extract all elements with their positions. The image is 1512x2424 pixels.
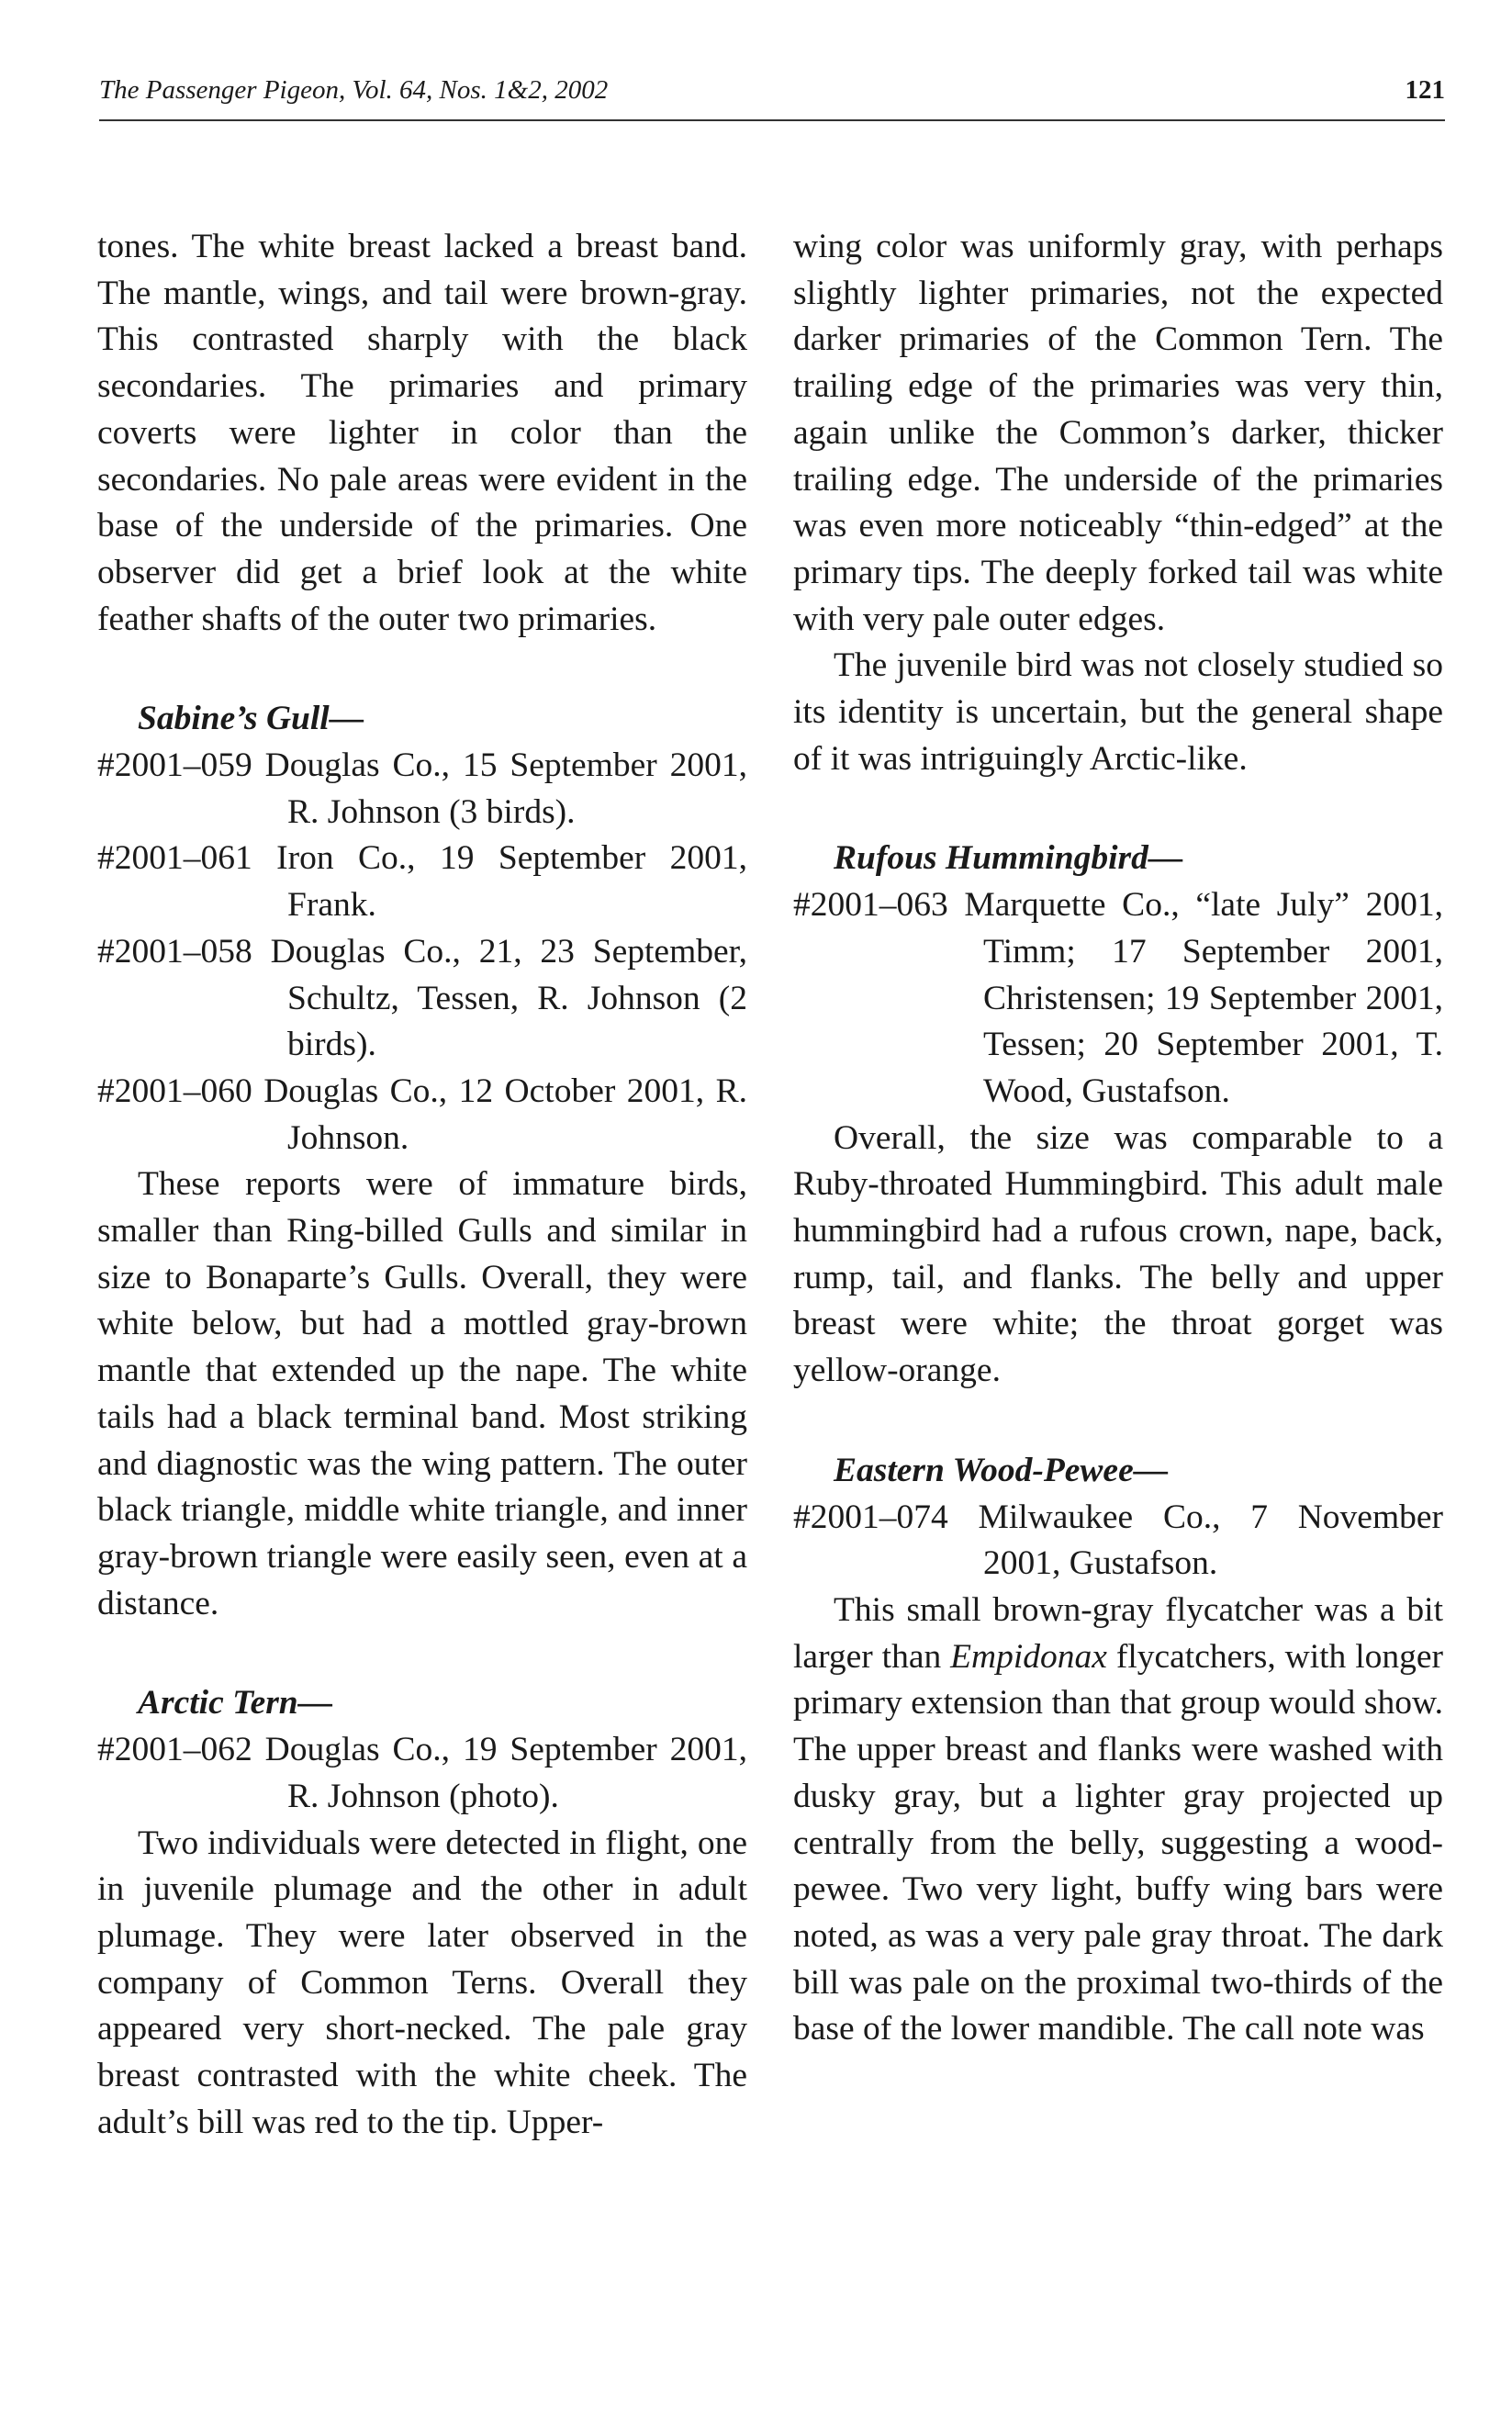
juvenile-paragraph: The juvenile bird was not closely studied so its identity is uncertain, but the general shape of it was intriguingly Arctic-like. <box>793 646 1443 778</box>
species-heading-sabines-gull: Sabine’s Gull— <box>138 700 364 738</box>
running-header <box>99 75 1445 121</box>
record-entry: #2001–060 Douglas Co., 12 October 2001, R. Johnson. <box>97 1072 747 1157</box>
genus-name: Empidonax <box>950 1637 1107 1676</box>
eastern-wood-pewee-description <box>793 1588 1443 2053</box>
species-heading-rufous-hummingbird: Rufous Hummingbird— <box>834 839 1183 878</box>
record-entry: #2001–058 Douglas Co., 21, 23 September, Schultz, Tessen, R. Johnson (2 birds). <box>97 932 747 1064</box>
page-number: 121 <box>1405 75 1445 105</box>
right-column <box>793 224 1443 2053</box>
intro-paragraph: tones. The white breast lacked a breast band. The mantle, wings, and tail were brown-gray. This contrasted sharply with the black secondaries. The primaries and primary coverts were lighter in color than the secondaries. No pale areas were evident in the base of the underside of the primaries. One observer did get a brief look at the white feather shafts of the outer two primaries. <box>97 228 747 638</box>
record-entry: #2001–063 Marquette Co., “late July” 2001, Timm; 17 September 2001, Christensen; 19 September 2001, Tessen; 20 September 2001, T. Wood, Gustafson. <box>793 886 1443 1110</box>
species-heading-eastern-wood-pewee: Eastern Wood-Pewee— <box>834 1451 1169 1489</box>
record-entry: #2001–062 Douglas Co., 19 September 2001, R. Johnson (photo). <box>97 1731 747 1815</box>
left-column <box>97 224 747 2146</box>
rufous-hummingbird-description: Overall, the size was comparable to a Ruby-throated Hummingbird. This adult male hummingbird had a rufous crown, nape, back, rump, tail, and flanks. The belly and upper breast were white; the throat gorget was yellow-orange. <box>793 1118 1443 1390</box>
arctic-tern-description: Two individuals were detected in flight, one in juvenile plumage and the other in adult plumage. They were later observed in the company of Common Terns. Overall they appeared very short-necked. The pale gray breast contrasted with the white cheek. The adult’s bill was red to the tip. Upper- <box>97 1824 747 2141</box>
species-heading-arctic-tern: Arctic Tern— <box>138 1684 333 1723</box>
record-entry: #2001–059 Douglas Co., 15 September 2001, R. Johnson (3 birds). <box>97 746 747 831</box>
record-entry: #2001–061 Iron Co., 19 September 2001, Frank. <box>97 839 747 925</box>
pewee-text-a: This small brown-gray flycatcher was a bit larger than <box>793 1590 1443 1676</box>
record-entry: #2001–074 Milwaukee Co., 7 November 2001, Gustafson. <box>793 1498 1443 1583</box>
sabines-gull-description: These reports were of immature birds, smaller than Ring-billed Gulls and similar in size to Bonaparte’s Gulls. Overall, they were white below, but had a mottled gray-brown mantle that extended up the nape. The white tails had a black terminal band. Most striking and diagnostic was the wing pattern. The outer black triangle, middle white triangle, and inner gray-brown triangle were easily seen, even at a distance. <box>97 1165 747 1622</box>
pewee-text-b: flycatchers, with longer primary extension than that group would show. The upper breast and flanks were washed with dusky gray, but a lighter gray projected up centrally from the belly, suggesting a wood-pewee. Two very light, buffy wing bars were noted, as was a very pale gray throat. The dark bill was pale on the proximal two-thirds of the base of the lower mandible. The call note was <box>793 1637 1443 2048</box>
journal-title: The Passenger Pigeon, Vol. 64, Nos. 1&2, 2002 <box>99 75 609 105</box>
arctic-tern-continued: wing color was uniformly gray, with perhaps slightly lighter primaries, not the expected darker primaries of the Common Tern. The trailing edge of the primaries was very thin, again unlike the Common’s darker, thicker trailing edge. The underside of the primaries was even more noticeably “thin-edged” at the primary tips. The deeply forked tail was white with very pale outer edges. <box>793 228 1443 638</box>
